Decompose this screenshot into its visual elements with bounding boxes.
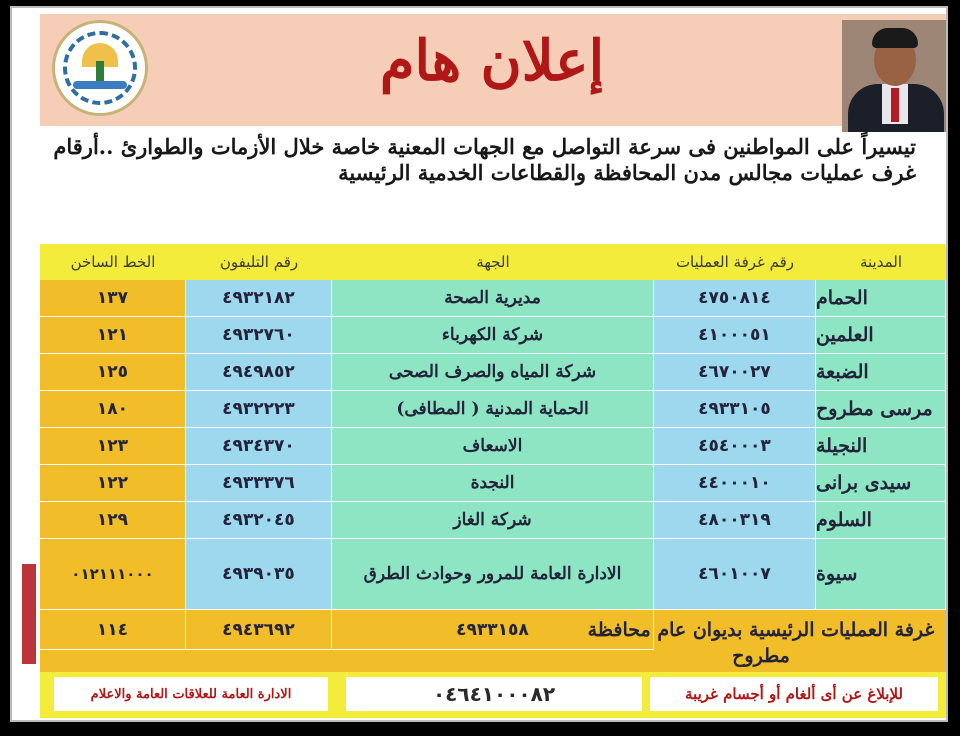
entity-cell: الادارة العامة للمرور وحوادث الطرق xyxy=(332,539,654,610)
city-cell: الحمام xyxy=(816,280,946,317)
phone-cell: ٤٩٣٢١٨٢ xyxy=(186,280,332,317)
ops-number-cell: ٤١٠٠٠٥١ xyxy=(654,317,816,354)
hotline-cell: ١٨٠ xyxy=(40,391,186,428)
hotline-cell: ١٢٣ xyxy=(40,428,186,465)
city-cell: مرسى مطروح xyxy=(816,391,946,428)
table-row xyxy=(40,280,946,317)
city-cell: السلوم xyxy=(816,502,946,539)
entity-cell: الحماية المدنية ( المطافى) xyxy=(332,391,654,428)
phone-cell: ٤٩٣٢٠٤٥ xyxy=(186,502,332,539)
entity-cell: شركة الغاز xyxy=(332,502,654,539)
hotline-cell: ١٢٢ xyxy=(40,465,186,502)
table-row xyxy=(40,354,946,391)
main-phone-cell: ٤٩٤٣٦٩٢ xyxy=(186,610,332,650)
city-cell: النجيلة xyxy=(816,428,946,465)
entity-cell: النجدة xyxy=(332,465,654,502)
table-row xyxy=(40,317,946,354)
header-hotline: الخط الساخن xyxy=(70,253,156,271)
hotline-cell: ١٢٩ xyxy=(40,502,186,539)
entity-cell: شركة المياه والصرف الصحى xyxy=(332,354,654,391)
city-cell: سيوة xyxy=(816,539,946,610)
footer-department-box xyxy=(54,677,328,711)
ops-number-cell: ٤٧٥٠٨١٤ xyxy=(654,280,816,317)
ops-number-cell: ٤٤٠٠٠١٠ xyxy=(654,465,816,502)
phone-cell: ٤٩٣٤٣٧٠ xyxy=(186,428,332,465)
footer-number: ٠٤٦٤١٠٠٠٨٢ xyxy=(432,682,556,706)
intro-text: تيسيراً على المواطنين فى سرعة التواصل مع الجهات المعنية خاصة خلال الأزمات والطوارئ ..أرقام غرف عمليات مجالس مدن المحافظة والقطاعات الخدمية الرئيسية xyxy=(53,134,916,185)
phone-cell: ٤٩٣٣٣٧٦ xyxy=(186,465,332,502)
table-row xyxy=(40,502,946,539)
ops-number-cell: ٤٦٧٠٠٢٧ xyxy=(654,354,816,391)
main-ops-number-cell: ٤٩٣٣١٥٨ xyxy=(332,610,654,650)
phone-cell: ٤٩٤٩٨٥٢ xyxy=(186,354,332,391)
frame-accent xyxy=(22,564,36,664)
table-row xyxy=(40,428,946,465)
phone-cell: ٤٩٣٢٧٦٠ xyxy=(186,317,332,354)
city-cell: سيدى برانى xyxy=(816,465,946,502)
phone-cell: ٤٩٣٢٢٢٣ xyxy=(186,391,332,428)
header-ops-room: رقم غرفة العمليات xyxy=(675,253,795,271)
poster-title: إعلان هام xyxy=(379,28,605,94)
footer-bar xyxy=(40,672,946,718)
footer-report-box xyxy=(650,677,938,711)
header-entity: الجهة xyxy=(476,253,510,271)
hotline-cell: ١٢١ xyxy=(40,317,186,354)
footer-report-text: للإبلاغ عن أى ألغام أو أجسام غريبة xyxy=(685,685,903,703)
hotline-cell: ٠١٢١١١٠٠٠ xyxy=(40,539,186,610)
entity-cell: مديرية الصحة xyxy=(332,280,654,317)
header-phone: رقم التليفون xyxy=(219,253,299,271)
header-city: المدينة xyxy=(859,253,903,271)
phone-cell: ٤٩٣٩٠٣٥ xyxy=(186,539,332,610)
entity-cell: الاسعاف xyxy=(332,428,654,465)
table-row xyxy=(40,539,946,610)
ops-number-cell: ٤٦٠١٠٠٧ xyxy=(654,539,816,610)
entity-cell: شركة الكهرباء xyxy=(332,317,654,354)
table-row xyxy=(40,391,946,428)
ops-number-cell: ٤٩٣٣١٠٥ xyxy=(654,391,816,428)
city-cell: الضبعة xyxy=(816,354,946,391)
main-hotline-cell: ١١٤ xyxy=(40,610,186,650)
ops-number-cell: ٤٥٤٠٠٠٣ xyxy=(654,428,816,465)
governorate-logo-icon xyxy=(52,20,148,116)
main-ops-row xyxy=(40,610,946,676)
footer-number-box xyxy=(346,677,642,711)
hotline-cell: ١٣٧ xyxy=(40,280,186,317)
table-row xyxy=(40,465,946,502)
footer-department: الادارة العامة للعلاقات العامة والاعلام xyxy=(90,686,292,702)
hotline-cell: ١٢٥ xyxy=(40,354,186,391)
table-header xyxy=(40,244,946,280)
city-cell: العلمين xyxy=(816,317,946,354)
official-portrait xyxy=(842,20,948,132)
main-ops-label: غرفة العمليات الرئيسية بديوان عام محافظة مطروح xyxy=(587,619,935,667)
announcement-poster xyxy=(10,6,948,722)
ops-number-cell: ٤٨٠٠٣١٩ xyxy=(654,502,816,539)
